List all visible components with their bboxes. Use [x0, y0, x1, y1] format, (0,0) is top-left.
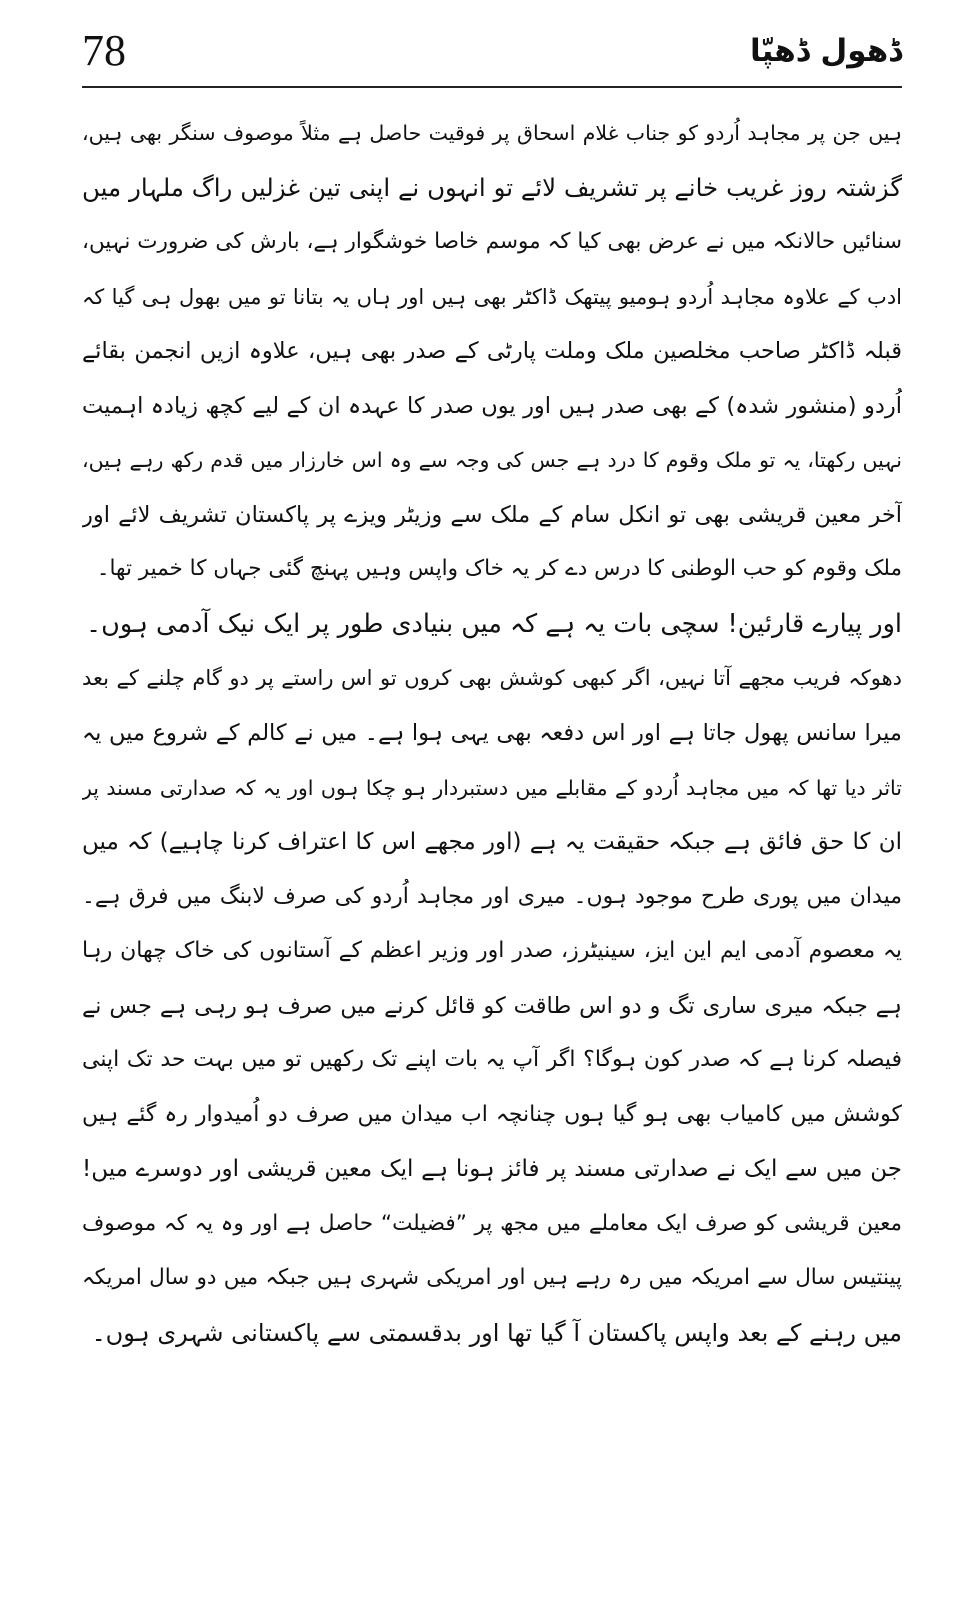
text-line: ملک وقوم کو حب الوطنی کا درس دے کر یہ خاک واپس وہیں پہنچ گئی جہاں کا خمیر تھا۔: [96, 556, 902, 582]
text-line: ہے جبکہ میری ساری تگ و دو اس طاقت کو قائل کرنے میں صرف ہو رہی ہے جس نے: [82, 992, 902, 1019]
text-line: کوشش میں کامیاب بھی ہو گیا ہوں چنانچہ اب میدان میں صرف دو اُمیدوار رہ گئے ہیں: [82, 1101, 902, 1127]
text-line: میرا سانس پھول جاتا ہے اور اس دفعہ بھی یہی ہوا ہے۔ میں نے کالم کے شروع میں یہ: [82, 720, 902, 747]
text-line: گزشتہ روز غریب خانے پر تشریف لائے تو انہوں نے اپنی تین غزلیں راگ ملہار میں: [82, 172, 902, 202]
text-line: آخر معین قریشی بھی تو انکل سام کے ملک سے وزیٹر ویزے پر پاکستان تشریف لائے اور: [82, 501, 902, 528]
text-line: جن میں سے ایک نے صدارتی مسند پر فائز ہونا ہے ایک معین قریشی اور دوسرے میں!: [82, 1156, 902, 1183]
text-line: سنائیں حالانکہ میں نے عرض بھی کیا کہ موسم خاصا خوشگوار ہے، بارش کی ضرورت نہیں،: [82, 229, 902, 255]
text-line: ان کا حق فائق ہے جبکہ حقیقت یہ ہے (اور مجھے اس کا اعتراف کرنا چاہیے) کہ میں: [82, 829, 902, 856]
text-line: ادب کے علاوہ مجاہد اُردو ہومیو پیتھک ڈاکٹر بھی ہیں اور ہاں یہ بتانا تو میں بھول ہی گیا کہ: [82, 284, 902, 309]
header-rule: [82, 86, 902, 88]
text-line: قبلہ ڈاکٹر صاحب مخلصین ملک وملت پارٹی کے صدر بھی ہیں، علاوہ ازیں انجمن بقائے: [82, 338, 902, 365]
text-line: نہیں رکھتا، یہ تو ملک وقوم کا درد ہے جس کی وجہ سے وہ اس خارزار میں قدم رکھ رہے ہیں،: [82, 448, 902, 473]
text-line: اُردو (منشور شدہ) کے بھی صدر ہیں اور یوں صدر کا عہدہ ان کے لیے کچھ زیادہ اہمیت: [82, 392, 902, 419]
text-line: یہ معصوم آدمی ایم این ایز، سینیٹرز، صدر اور وزیر اعظم کے آستانوں کی خاک چھان رہا: [82, 938, 902, 964]
text-line: پینتیس سال سے امریکہ میں رہ رہے ہیں اور امریکی شہری ہیں جبکہ میں دو سال امریکہ: [82, 1265, 902, 1291]
text-line: تاثر دیا تھا کہ میں مجاہد اُردو کے مقابلے میں دستبردار ہو چکا ہوں اور یہ کہ صدارتی مسند پر: [82, 775, 902, 800]
running-title: ڈھول ڈھپّا: [749, 33, 902, 69]
body-text: [82, 106, 902, 1361]
text-line: اور پیارے قارئین! سچی بات یہ ہے کہ میں بنیادی طور پر ایک نیک آدمی ہوں۔: [86, 608, 902, 639]
text-line: معین قریشی کو صرف ایک معاملے میں مجھ پر ”فضیلت“ حاصل ہے اور وہ یہ کہ موصوف: [82, 1210, 902, 1236]
text-line: ہیں جن پر مجاہد اُردو کو جناب غلام اسحاق پر فوقیت حاصل ہے مثلاً موصوف سنگر بھی ہیں،: [82, 121, 902, 145]
text-line: فیصلہ کرنا ہے کہ صدر کون ہوگا؟ اگر آپ یہ بات اپنے تک رکھیں تو میں بہت حد تک اپنی: [82, 1047, 902, 1073]
text-line: میدان میں پوری طرح موجود ہوں۔ میری اور مجاہد اُردو کی صرف لابنگ میں فرق ہے۔: [82, 883, 902, 909]
text-line: دھوکہ فریب مجھے آتا نہیں، اگر کبھی کوشش بھی کروں تو اس راستے پر دو گام چلنے کے بعد: [82, 666, 902, 691]
text-line: میں رہنے کے بعد واپس پاکستان آ گیا تھا اور بدقسمتی سے پاکستانی شہری ہوں۔: [91, 1319, 902, 1348]
page-number: 78: [82, 26, 126, 75]
page-header: [82, 20, 902, 82]
